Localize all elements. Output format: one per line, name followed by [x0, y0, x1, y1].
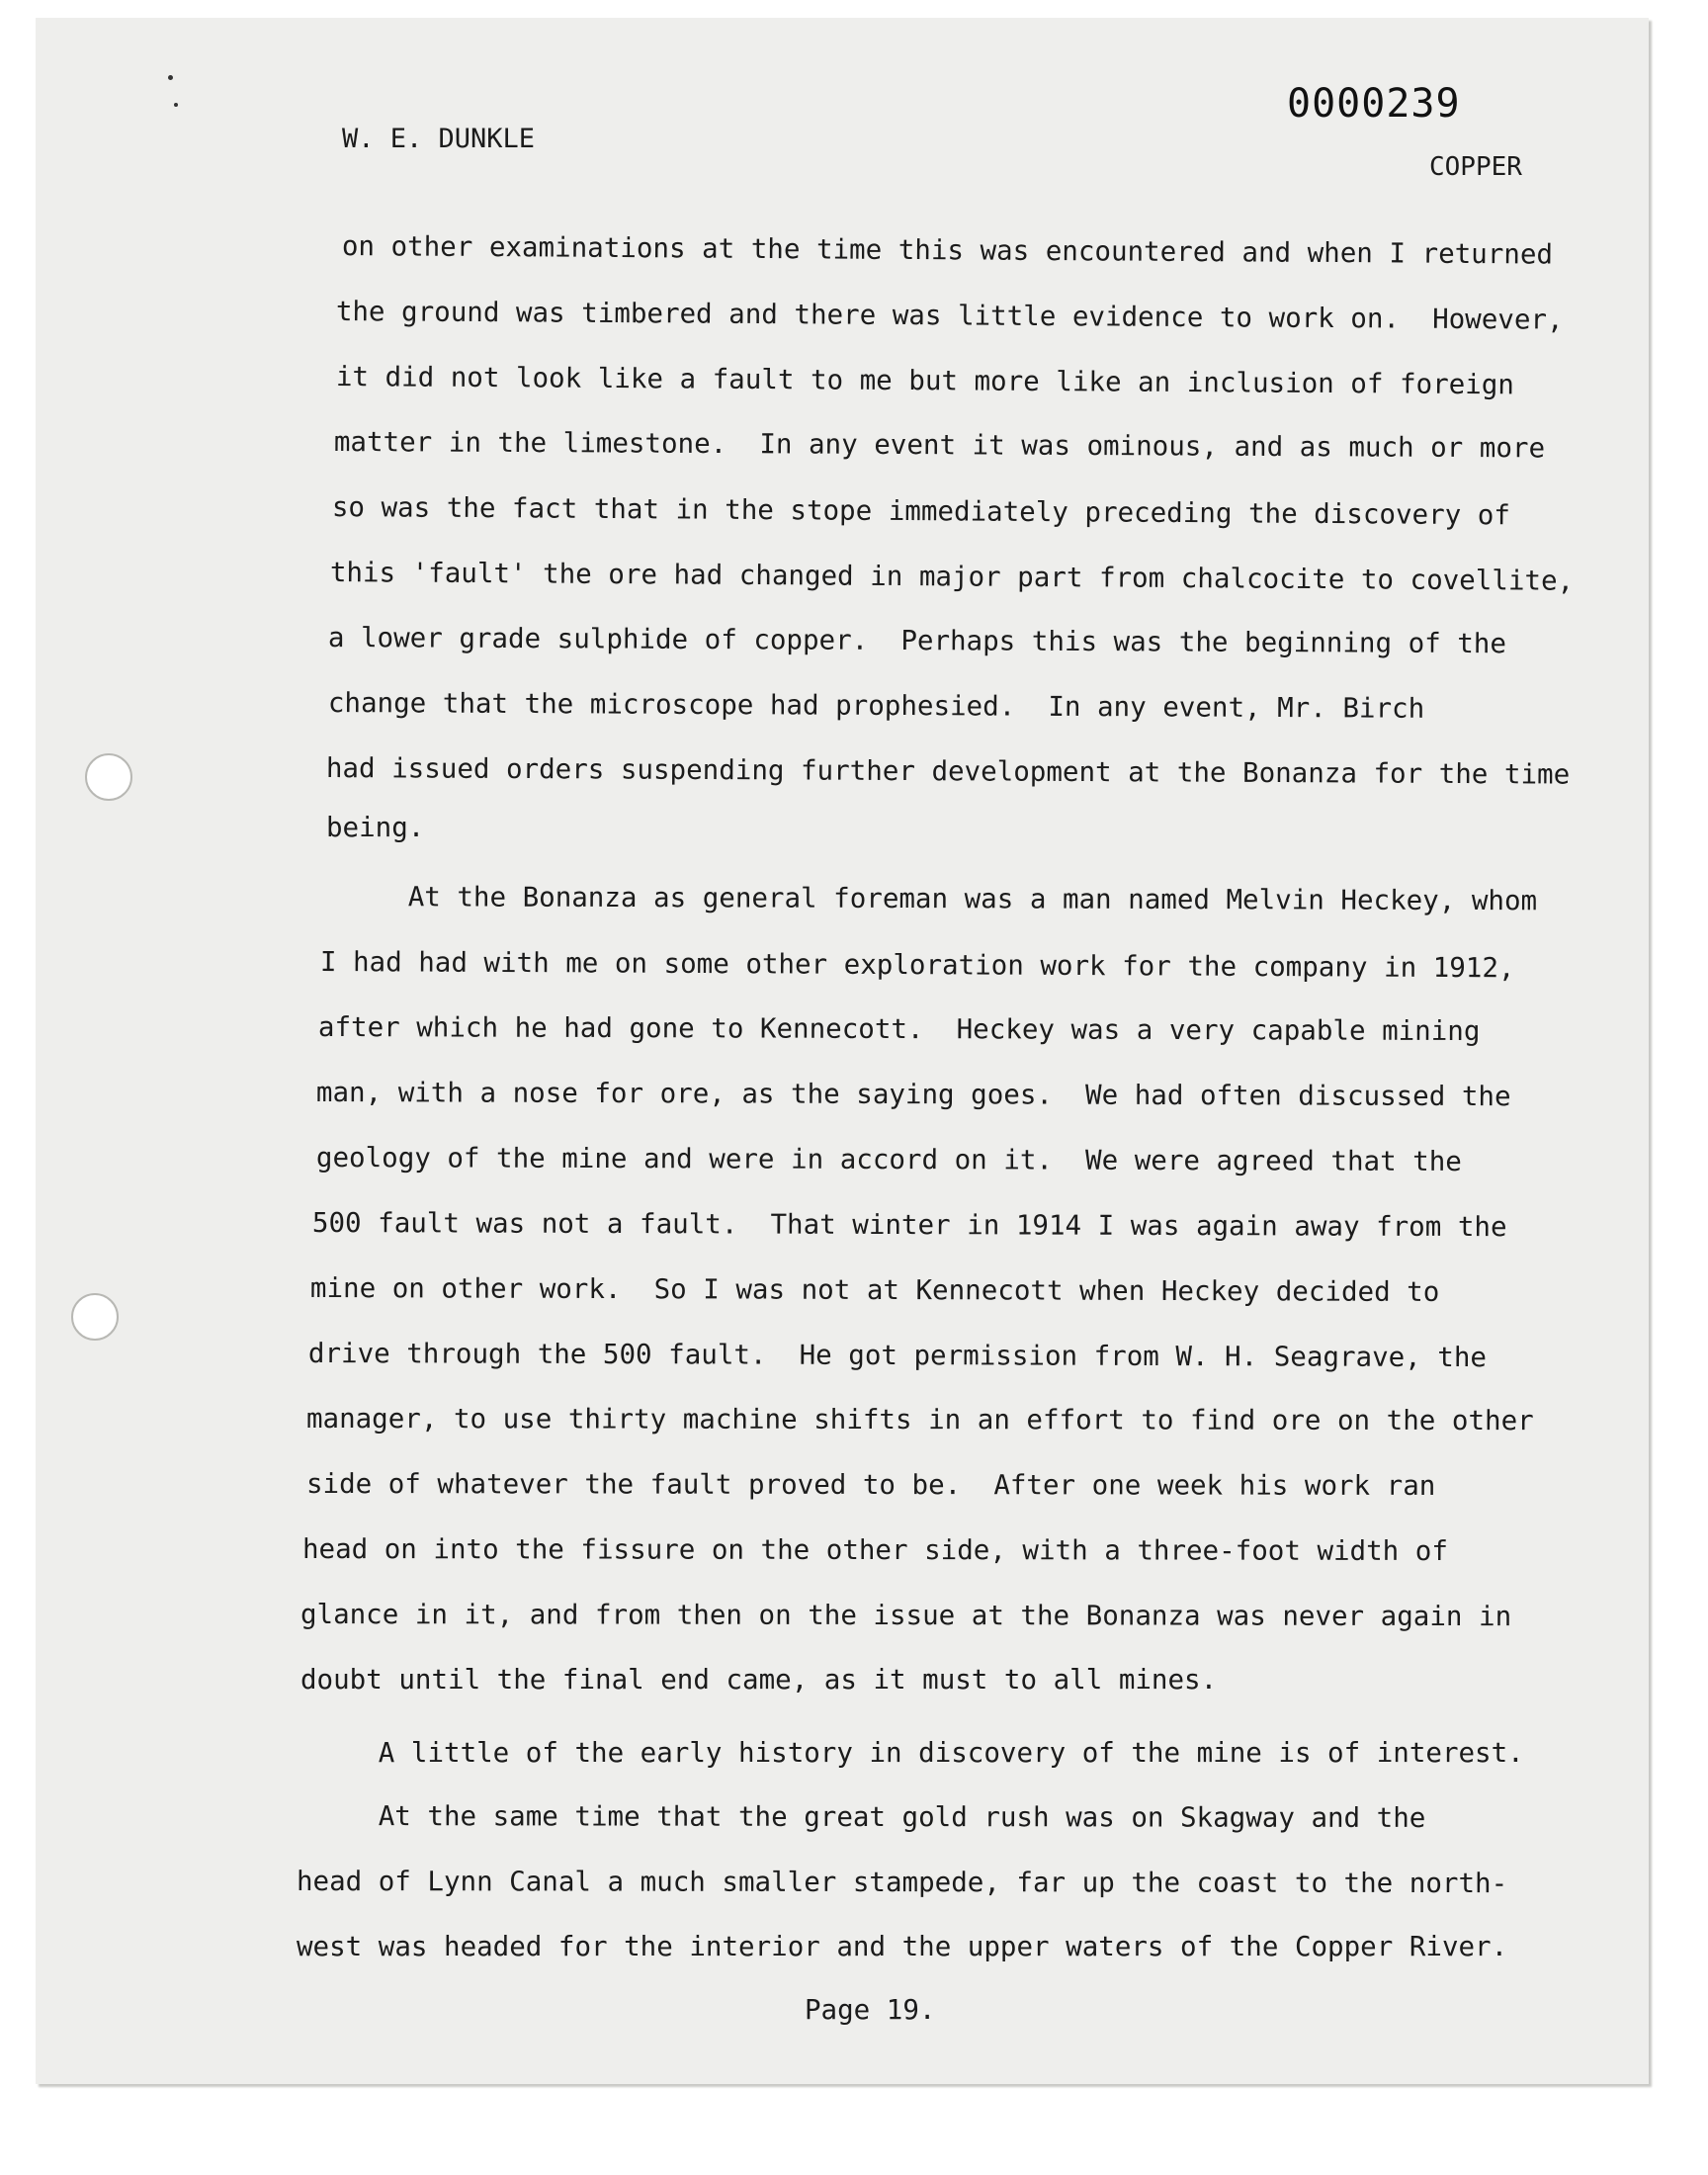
- document-number: 0000239: [1287, 81, 1461, 127]
- subject-header: COPPER: [1429, 152, 1522, 182]
- body-line: At the same time that the great gold rush was on Skagway and the: [296, 1800, 1426, 1834]
- body-line: change that the microscope had prophesied. In any event, Mr. Birch: [327, 687, 1425, 725]
- body-line: manager, to use thirty machine shifts in an effort to find ore on the other: [305, 1403, 1534, 1437]
- body-line: geology of the mine and were in accord on it. We were agreed that the: [315, 1142, 1462, 1178]
- punch-hole: [85, 753, 132, 801]
- ink-speck: [168, 75, 173, 80]
- body-line: head of Lynn Canal a much smaller stampede, far up the coast to the north-: [296, 1866, 1508, 1900]
- body-line: 500 fault was not a fault. That winter in 1914 I was again away from the: [311, 1207, 1507, 1244]
- body-line: this 'fault' the ore had changed in major part from chalcocite to covellite,: [329, 557, 1575, 597]
- punch-hole: [71, 1293, 119, 1341]
- body-line: it did not look like a fault to me but more like an inclusion of foreign: [335, 360, 1515, 401]
- body-line: so was the fact that in the stope immediately preceding the discovery of: [331, 490, 1511, 532]
- body-line: had issued orders suspending further development at the Bonanza for the time: [325, 752, 1571, 791]
- ink-speck: [174, 103, 178, 107]
- body-line: mine on other work. So I was not at Kennecott when Heckey decided to: [309, 1272, 1440, 1308]
- body-line: on other examinations at the time this was encountered and when I returned: [341, 229, 1554, 271]
- body-line: being.: [326, 812, 425, 843]
- page-number: Page 19.: [805, 1994, 936, 2026]
- body-line: side of whatever the fault proved to be. After one week his work ran: [305, 1468, 1436, 1502]
- body-line: man, with a nose for ore, as the saying goes. We had often discussed the: [315, 1077, 1511, 1113]
- body-line: after which he had gone to Kennecott. Heckey was a very capable mining: [317, 1011, 1481, 1048]
- body-line: matter in the limestone. In any event it was ominous, and as much or more: [333, 426, 1546, 465]
- body-line: A little of the early history in discovery of the mine is of interest.: [297, 1737, 1524, 1769]
- body-line: At the Bonanza as general foreman was a man named Melvin Heckey, whom: [325, 881, 1538, 917]
- body-line: glance in it, and from then on the issue at the Bonanza was never again in: [299, 1599, 1512, 1633]
- body-line: the ground was timbered and there was little evidence to work on. However,: [335, 295, 1564, 336]
- body-line: west was headed for the interior and the upper waters of the Copper River.: [297, 1931, 1508, 1962]
- author-header: W. E. DUNKLE: [342, 124, 536, 154]
- body-line: head on into the fissure on the other side, with a three-foot width of: [301, 1533, 1448, 1568]
- body-line: I had had with me on some other exploration work for the company in 1912,: [319, 946, 1515, 985]
- body-line: a lower grade sulphide of copper. Perhaps this was the beginning of the: [327, 622, 1507, 660]
- body-line: doubt until the final end came, as it must to all mines.: [300, 1664, 1218, 1696]
- body-line: drive through the 500 fault. He got permission from W. H. Seagrave, the: [307, 1338, 1488, 1374]
